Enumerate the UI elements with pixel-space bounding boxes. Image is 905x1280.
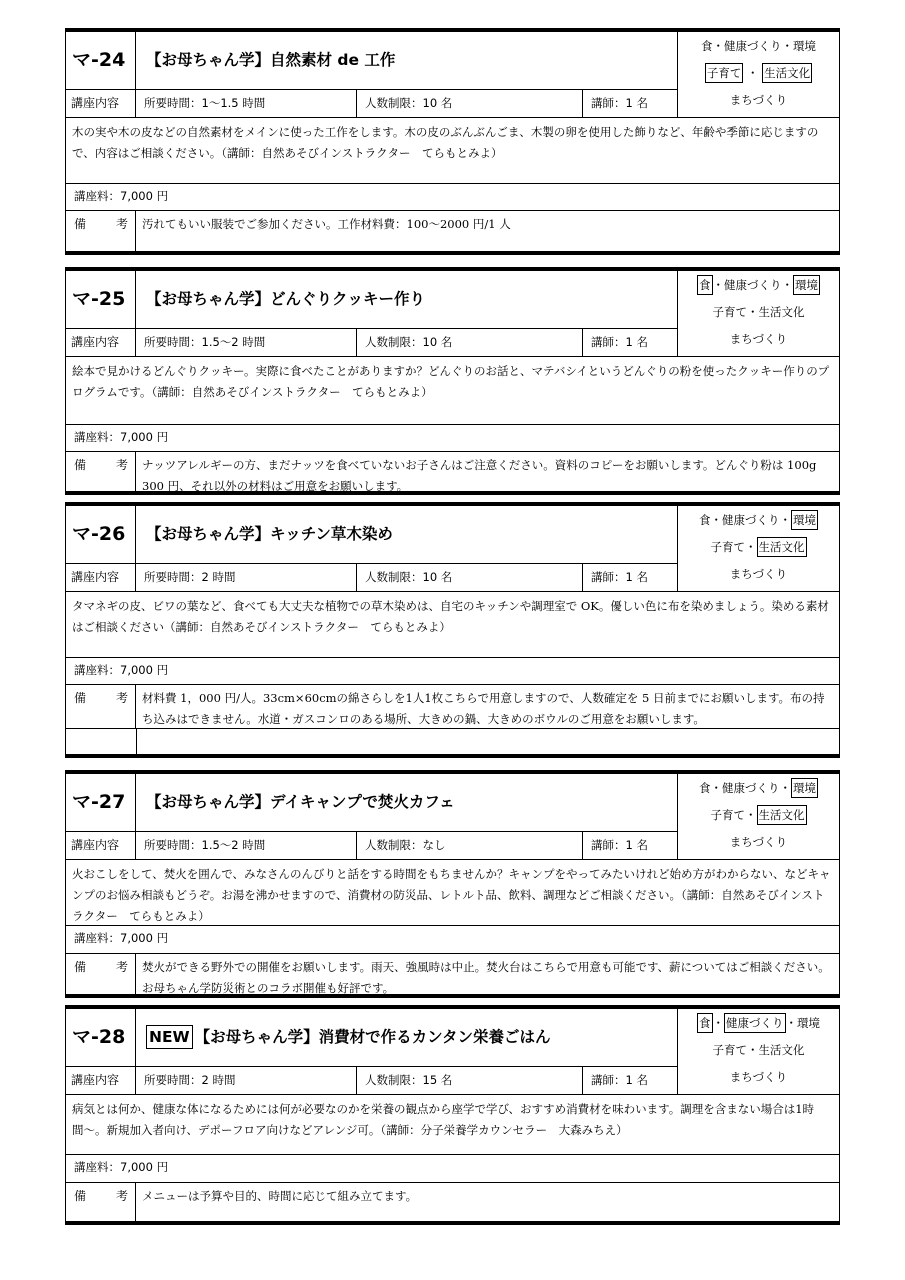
empty-row: [66, 728, 839, 758]
course-fee: 講座料：7,000 円: [66, 424, 839, 451]
tag-seikatsu: 生活文化: [758, 305, 805, 319]
course-code: マ-24: [66, 32, 136, 89]
course-card-ma27: [65, 770, 840, 998]
tag-kosodate: 子育て: [710, 540, 745, 554]
duration: 所要時間：1〜1.5 時間: [136, 90, 357, 117]
new-badge: NEW: [146, 1025, 193, 1049]
teachers: 講師：1 名: [583, 1067, 678, 1094]
tag-seikatsu-selected: 生活文化: [757, 805, 807, 825]
tag-seikatsu-selected: 生活文化: [757, 537, 807, 557]
tag-kenko-selected: 健康づくり: [724, 1013, 786, 1033]
info-label: 講座内容: [66, 1067, 136, 1094]
course-description: タマネギの皮、ビワの葉など、食べても大丈夫な植物での草木染めは、自宅のキッチンや調理室で OK。優しい色に布を染めましょう。染める素材はご相談ください（講師：自然あそびインストラクター てらもとみよ）: [66, 591, 839, 657]
note-label: 備 考: [66, 1183, 136, 1225]
tag-kankyo: 環境: [797, 1016, 820, 1030]
duration: 所要時間：2 時間: [136, 1067, 357, 1094]
duration: 所要時間：1.5〜2 時間: [136, 329, 357, 356]
course-card-ma26: [65, 502, 840, 758]
tag-machi: まちづくり: [729, 332, 788, 346]
course-code: マ-27: [66, 774, 136, 831]
capacity: 人数制限：15 名: [357, 1067, 583, 1094]
note-text: 汚れてもいい服装でご参加ください。工作材料費：100〜2000 円/1 人: [142, 217, 511, 231]
note-text: 材料費 1，000 円/人。33cm×60cmの綿さらしを1人1枚こちらで用意しますので、人数確定を 5 日前までにお願いします。布の持ち込みはできません。水道・ガスコンロのある場所、大きめの鍋、大きめのボウルのご用意をお願いします。: [142, 691, 825, 726]
tag-kenko: 健康づくり: [724, 278, 782, 292]
tag-kankyo: 環境: [793, 39, 816, 53]
course-title: 【お母ちゃん学】キッチン草木染め: [136, 506, 678, 563]
info-label: 講座内容: [66, 832, 136, 859]
tag-machi: まちづくり: [729, 93, 788, 107]
duration: 所要時間：2 時間: [136, 564, 357, 591]
course-card-ma28: [65, 1005, 840, 1225]
category-tags: 食・健康づくり・ 環境 子育て・ 生活文化 まちづくり: [678, 774, 839, 859]
course-fee: 講座料：7,000 円: [66, 183, 839, 210]
tag-kosodate-selected: 子育て: [705, 63, 744, 83]
tag-kankyo-selected: 環境: [793, 275, 820, 295]
info-label: 講座内容: [66, 329, 136, 356]
tag-kankyo-selected: 環境: [791, 778, 818, 798]
note-text: 焚火ができる野外での開催をお願いします。雨天、強風時は中止。焚火台はこちらで用意も可能です、薪についてはご相談ください。お母ちゃん学防災術とのコラボ開催も好評です。: [142, 960, 830, 995]
note-row: [66, 953, 839, 998]
tag-shoku: 食: [699, 781, 711, 795]
tag-seikatsu: 生活文化: [758, 1043, 805, 1057]
tag-kankyo-selected: 環境: [791, 510, 818, 530]
teachers: 講師：1 名: [583, 90, 678, 117]
course-title: 【お母ちゃん学】デイキャンプで焚火カフェ: [136, 774, 678, 831]
tag-shoku: 食: [701, 39, 713, 53]
tag-kenko: 健康づくり: [722, 513, 780, 527]
tag-kosodate: 子育て: [710, 808, 745, 822]
note-row: [66, 210, 839, 255]
course-title: NEW 【お母ちゃん学】消費材で作るカンタン栄養ごはん: [136, 1009, 678, 1066]
tag-kosodate: 子育て: [712, 1043, 747, 1057]
note-text: メニューは予算や目的、時間に応じて組み立てます。: [142, 1189, 418, 1203]
note-label: 備 考: [66, 452, 136, 495]
tag-shoku: 食: [699, 513, 711, 527]
capacity: 人数制限：10 名: [357, 329, 583, 356]
info-row: [66, 1066, 678, 1094]
course-title: 【お母ちゃん学】どんぐりクッキー作り: [136, 271, 678, 328]
tag-shoku-selected: 食: [697, 1013, 713, 1033]
course-title: 【お母ちゃん学】自然素材 de 工作: [136, 32, 678, 89]
tag-kosodate: 子育て: [712, 305, 747, 319]
note-label: 備 考: [66, 954, 136, 998]
course-card-ma24: [65, 28, 840, 255]
info-label: 講座内容: [66, 564, 136, 591]
info-row: [66, 831, 678, 859]
category-tags: 食・健康づくり・ 環境 子育て・ 生活文化 まちづくり: [678, 506, 839, 591]
course-description: 絵本で見かけるどんぐりクッキー。実際に食べたことがありますか？どんぐりのお話と、マテバシイというどんぐりの粉を使ったクッキー作りのプログラムです。（講師：自然あそびインストラクター てらもとみよ）: [66, 356, 839, 424]
info-label: 講座内容: [66, 90, 136, 117]
category-tags: 食 ・ 健康づくり ・環境 子育て・生活文化 まちづくり: [678, 1009, 839, 1094]
course-card-ma25: [65, 267, 840, 495]
teachers: 講師：1 名: [583, 329, 678, 356]
teachers: 講師：1 名: [583, 832, 678, 859]
note-row: [66, 451, 839, 495]
tag-kenko: 健康づくり: [722, 781, 780, 795]
capacity: 人数制限：10 名: [357, 90, 583, 117]
note-text: ナッツアレルギーの方、まだナッツを食べていないお子さんはご注意ください。資料のコピーをお願いします。どんぐり粉は 100g 300 円、それ以外の材料はご用意をお願いします。: [142, 458, 817, 493]
course-code: マ-25: [66, 271, 136, 328]
info-row: [66, 563, 678, 591]
course-code: マ-28: [66, 1009, 136, 1066]
teachers: 講師：1 名: [583, 564, 678, 591]
course-description: 火おこしをして、焚火を囲んで、みなさんのんびりと話をする時間をもちませんか？キャンプをやってみたいけれど始め方がわからない、などキャンプのお悩み相談もどうぞ。お湯を沸かせますので、消費材の防災品、レトルト品、飲料、調理などご相談ください。（講師：自然あそびインストラクター てらもとみよ）: [66, 859, 839, 925]
note-label: 備 考: [66, 211, 136, 255]
tag-seikatsu-selected: 生活文化: [762, 63, 812, 83]
tag-machi: まちづくり: [729, 567, 788, 581]
course-code: マ-26: [66, 506, 136, 563]
note-row: [66, 1182, 839, 1225]
tag-machi: まちづくり: [729, 1070, 788, 1084]
info-row: [66, 89, 678, 117]
capacity: 人数制限：10 名: [357, 564, 583, 591]
course-fee: 講座料：7,000 円: [66, 657, 839, 684]
tag-kenko: 健康づくり: [724, 39, 782, 53]
note-label: 備 考: [66, 685, 136, 728]
capacity: 人数制限：なし: [357, 832, 583, 859]
note-row: [66, 684, 839, 728]
tag-machi: まちづくり: [729, 835, 788, 849]
course-description: 病気とは何か、健康な体になるためには何が必要なのかを栄養の観点から座学で学び、おすすめ消費材を味わいます。調理を含まない場合は1時間〜。新規加入者向け、デポーフロア向けなどアレンジ可。（講師：分子栄養学カウンセラー 大森みちえ）: [66, 1094, 839, 1154]
course-fee: 講座料：7,000 円: [66, 925, 839, 953]
course-fee: 講座料：7,000 円: [66, 1154, 839, 1182]
category-tags: 食 ・健康づくり・ 環境 子育て・生活文化 まちづくり: [678, 271, 839, 356]
duration: 所要時間：1.5〜2 時間: [136, 832, 357, 859]
info-row: [66, 328, 678, 356]
course-description: 木の実や木の皮などの自然素材をメインに使った工作をします。木の皮のぶんぶんごま、木製の卵を使用した飾りなど、年齢や季節に応じますので、内容はご相談ください。（講師：自然あそびインストラクター てらもとみよ）: [66, 117, 839, 183]
tag-shoku-selected: 食: [697, 275, 713, 295]
category-tags: 食・健康づくり・環境 子育て ・ 生活文化 まちづくり: [701, 39, 816, 107]
